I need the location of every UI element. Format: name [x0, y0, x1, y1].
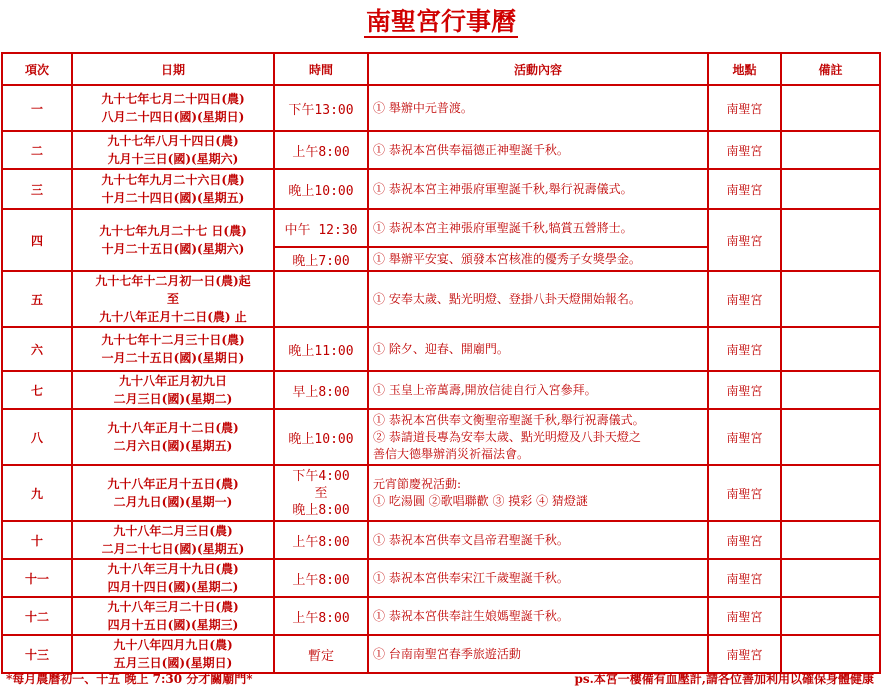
row-activity — [368, 465, 708, 521]
event-calendar-table — [1, 52, 881, 674]
table-row — [2, 465, 880, 521]
table-row — [2, 169, 880, 209]
row-time: 中午 12:30 — [274, 209, 368, 247]
row-note — [781, 371, 880, 409]
activity-line: 善信大德舉辦消災祈福法會。 — [373, 446, 530, 461]
date-lunar: 九十八年三月十九日(農) — [107, 562, 239, 576]
row-num: 七 — [2, 371, 72, 409]
page-title: 南聖宮行事曆 — [365, 7, 516, 36]
time-to: 至 — [314, 485, 328, 501]
row-note — [781, 465, 880, 521]
table-row — [2, 559, 880, 597]
row-time: 晚上10:00 — [274, 409, 368, 465]
header-activity: 活動內容 — [368, 53, 708, 85]
date-solar: 四月十四日(國)(星期二) — [107, 580, 239, 594]
table-row — [2, 521, 880, 559]
row-num: 六 — [2, 327, 72, 371]
header-place: 地點 — [708, 53, 781, 85]
row-date — [72, 169, 274, 209]
date-end: 九十八年正月十二日(農) 止 — [99, 310, 247, 324]
row-time: 下午13:00 — [274, 85, 368, 131]
date-lunar: 九十八年正月十五日(農) — [107, 477, 239, 491]
date-solar: 二月二十七日(國)(星期五) — [101, 542, 245, 556]
row-time: 上午8:00 — [274, 597, 368, 635]
row-note — [781, 635, 880, 673]
footer-note-temple-hours: *每月農曆初一、十五 晚上 7:30 分才關廟門* — [6, 672, 253, 686]
row-place: 南聖宮 — [708, 209, 781, 271]
row-activity: ① 安奉太歲、點光明燈、登掛八卦天燈開始報名。 — [368, 271, 708, 327]
date-to: 至 — [166, 292, 179, 306]
activity-line: ① 恭祝本宮供奉文衡聖帝聖誕千秋,舉行祝壽儀式。 — [373, 412, 645, 427]
table-row — [2, 327, 880, 371]
row-note — [781, 271, 880, 327]
date-lunar: 九十七年九月二十六日(農) — [101, 173, 245, 187]
row-num: 一 — [2, 85, 72, 131]
row-date — [72, 271, 274, 327]
row-date — [72, 371, 274, 409]
row-time — [274, 465, 368, 521]
row-activity: ① 恭祝本宮供奉宋江千歲聖誕千秋。 — [368, 559, 708, 597]
row-time: 早上8:00 — [274, 371, 368, 409]
row-note — [781, 327, 880, 371]
row-place: 南聖宮 — [708, 559, 781, 597]
time-end: 晚上8:00 — [292, 502, 350, 518]
row-time — [274, 271, 368, 327]
row-num: 十三 — [2, 635, 72, 673]
table-row — [2, 597, 880, 635]
row-num: 二 — [2, 131, 72, 169]
row-activity: ① 除夕、迎春、開廟門。 — [368, 327, 708, 371]
row-place: 南聖宮 — [708, 85, 781, 131]
row-num: 四 — [2, 209, 72, 271]
header-num: 項次 — [2, 53, 72, 85]
row-time-b: 晚上7:00 — [274, 247, 368, 271]
row-note — [781, 169, 880, 209]
row-place: 南聖宮 — [708, 409, 781, 465]
row-place: 南聖宮 — [708, 597, 781, 635]
header-note: 備註 — [781, 53, 880, 85]
row-activity-b: ① 舉辦平安宴、頒發本宮核准的優秀子女獎學金。 — [368, 247, 708, 271]
row-date — [72, 521, 274, 559]
row-date — [72, 209, 274, 271]
date-solar: 四月十五日(國)(星期三) — [107, 618, 239, 632]
date-lunar: 九十七年九月二十七 日(農) — [99, 224, 247, 238]
row-time: 上午8:00 — [274, 131, 368, 169]
row-note — [781, 131, 880, 169]
row-place: 南聖宮 — [708, 371, 781, 409]
table-row — [2, 209, 880, 247]
row-time: 晚上10:00 — [274, 169, 368, 209]
date-lunar: 九十八年正月初九日 — [118, 374, 227, 388]
row-num: 三 — [2, 169, 72, 209]
row-note — [781, 597, 880, 635]
date-solar: 十月二十四日(國)(星期五) — [101, 191, 245, 205]
date-solar: 二月六日(國)(星期五) — [113, 439, 233, 453]
row-note — [781, 559, 880, 597]
date-solar: 九月十三日(國)(星期六) — [107, 152, 239, 166]
date-solar: 十月二十五日(國)(星期六) — [101, 242, 245, 256]
row-time: 上午8:00 — [274, 559, 368, 597]
row-activity: ① 恭祝本宮供奉福德正神聖誕千秋。 — [368, 131, 708, 169]
row-place: 南聖宮 — [708, 131, 781, 169]
row-note — [781, 521, 880, 559]
table-row — [2, 371, 880, 409]
row-note — [781, 85, 880, 131]
row-activity: ① 恭祝本宮主神張府軍聖誕千秋,犒賞五營將士。 — [368, 209, 708, 247]
row-activity: ① 玉皇上帝萬壽,開放信徒自行入宮參拜。 — [368, 371, 708, 409]
row-activity: ① 恭祝本宮主神張府軍聖誕千秋,舉行祝壽儀式。 — [368, 169, 708, 209]
row-date — [72, 559, 274, 597]
row-activity: ① 台南南聖宮春季旅遊活動 — [368, 635, 708, 673]
date-solar: 二月九日(國)(星期一) — [113, 495, 233, 509]
time-start: 下午4:00 — [292, 468, 350, 484]
date-solar: 八月二十四日(國)(星期日) — [101, 110, 245, 124]
row-activity — [368, 409, 708, 465]
row-date — [72, 635, 274, 673]
row-num: 八 — [2, 409, 72, 465]
table-row — [2, 409, 880, 465]
date-solar: 一月二十五日(國)(星期日) — [101, 351, 245, 365]
table-row — [2, 131, 880, 169]
date-lunar: 九十八年三月二十日(農) — [107, 600, 239, 614]
header-time: 時間 — [274, 53, 368, 85]
activity-line: ① 吃湯圓 ②歌唱聯歡 ③ 摸彩 ④ 猜燈謎 — [373, 494, 588, 508]
row-time: 上午8:00 — [274, 521, 368, 559]
row-place: 南聖宮 — [708, 635, 781, 673]
date-lunar: 九十八年二月三日(農) — [113, 524, 233, 538]
row-date — [72, 409, 274, 465]
header-date: 日期 — [72, 53, 274, 85]
row-activity: ① 舉辦中元普渡。 — [368, 85, 708, 131]
row-place: 南聖宮 — [708, 327, 781, 371]
date-start: 九十七年十二月初一日(農)起 — [95, 274, 251, 288]
table-row — [2, 635, 880, 673]
date-lunar: 九十七年七月二十四日(農) — [101, 92, 245, 106]
row-num: 十二 — [2, 597, 72, 635]
row-date — [72, 327, 274, 371]
row-num: 十一 — [2, 559, 72, 597]
row-activity: ① 恭祝本宮供奉文昌帝君聖誕千秋。 — [368, 521, 708, 559]
row-date — [72, 131, 274, 169]
row-num: 九 — [2, 465, 72, 521]
row-place: 南聖宮 — [708, 169, 781, 209]
row-place: 南聖宮 — [708, 521, 781, 559]
row-date — [72, 597, 274, 635]
date-lunar: 九十八年正月十二日(農) — [107, 421, 239, 435]
row-activity: ① 恭祝本宮供奉註生娘媽聖誕千秋。 — [368, 597, 708, 635]
table-row — [2, 271, 880, 327]
row-time: 暫定 — [274, 635, 368, 673]
date-solar: 二月三日(國)(星期二) — [113, 392, 233, 406]
row-place: 南聖宮 — [708, 271, 781, 327]
row-num: 十 — [2, 521, 72, 559]
row-date — [72, 85, 274, 131]
activity-line: 元宵節慶祝活動: — [373, 477, 462, 491]
row-note — [781, 409, 880, 465]
activity-line: ② 恭請道長專為安奉太歲、點光明燈及八卦天燈之 — [373, 429, 641, 444]
footer-note-blood-pressure: ps.本宮一樓備有血壓計,請各位善加利用以確保身體健康 — [574, 672, 874, 686]
date-lunar: 九十八年四月九日(農) — [113, 638, 233, 652]
row-place: 南聖宮 — [708, 465, 781, 521]
row-num: 五 — [2, 271, 72, 327]
table-row — [2, 85, 880, 131]
table-header-row — [2, 53, 880, 85]
date-lunar: 九十七年十二月三十日(農) — [101, 333, 245, 347]
date-lunar: 九十七年八月十四日(農) — [107, 134, 239, 148]
row-time: 晚上11:00 — [274, 327, 368, 371]
row-date — [72, 465, 274, 521]
row-note — [781, 209, 880, 271]
date-solar: 五月三日(國)(星期日) — [113, 656, 233, 670]
